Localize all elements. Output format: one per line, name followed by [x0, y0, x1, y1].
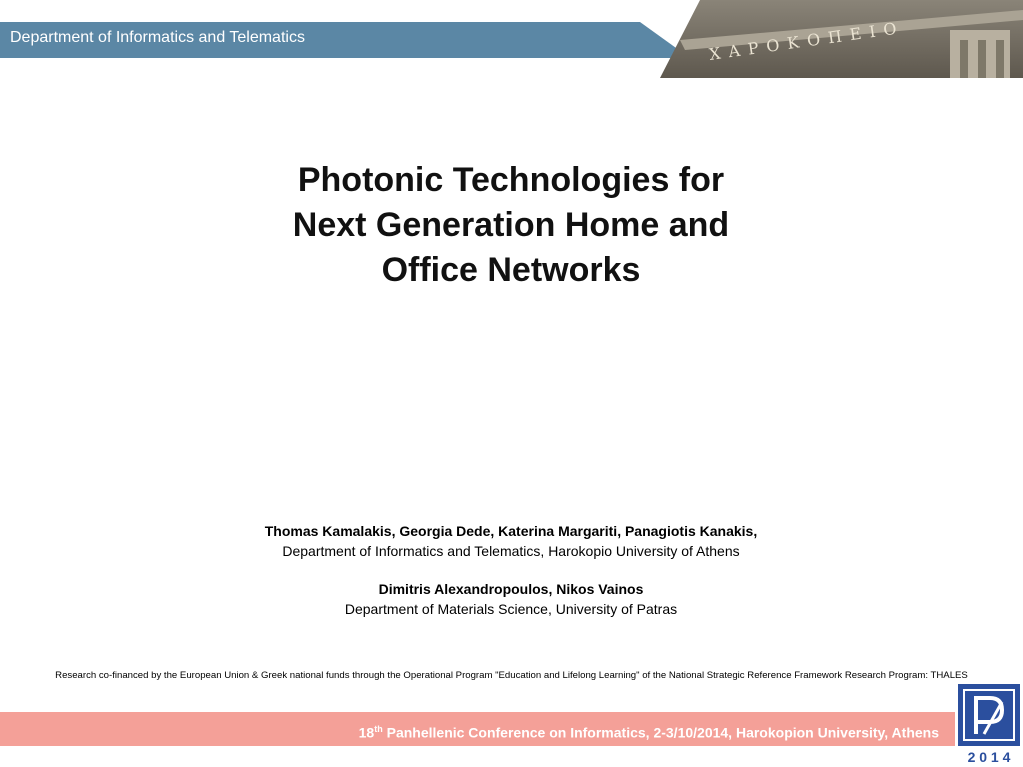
funding-note: Research co-financed by the European Union & Greek national funds through the Operational Program "Education and Lifelong Learning" of the National Strategic Reference Framework Research Program: THALES — [55, 670, 968, 681]
conference-info — [359, 724, 939, 741]
title-line-1: Photonic Technologies for — [297, 161, 725, 199]
conference-ordinal: 18 — [358, 724, 375, 741]
authors-block — [111, 521, 911, 619]
department-label: Department of Informatics and Telematics — [10, 29, 305, 46]
svg-text:ΧΑΡΟΚΟΠΕΙΟ: ΧΑΡΟΚΟΠΕΙΟ — [707, 17, 906, 64]
svg-text:2 0 1 4: 2 0 1 4 — [967, 749, 1011, 765]
title-line-2: Next Generation Home and — [292, 206, 730, 244]
author-names-2: Dimitris Alexandropoulos, Nikos Vainos — [378, 581, 644, 597]
conference-details: Panhellenic Conference on Informatics, 2-3/10/2014, Harokopion University, Athens — [382, 724, 939, 741]
author-affiliation-1: Department of Informatics and Telematics, Harokopio University of Athens — [282, 543, 740, 559]
title-line-3: Office Networks — [381, 251, 641, 289]
conference-logo — [956, 682, 1022, 767]
presentation-title — [211, 158, 811, 293]
conference-ordinal-suffix: th — [374, 724, 383, 734]
author-affiliation-2: Department of Materials Science, University of Patras — [344, 601, 678, 617]
building-photo — [620, 0, 1023, 78]
author-names-1: Thomas Kamalakis, Georgia Dede, Katerina Margariti, Panagiotis Kanakis, — [264, 523, 758, 539]
